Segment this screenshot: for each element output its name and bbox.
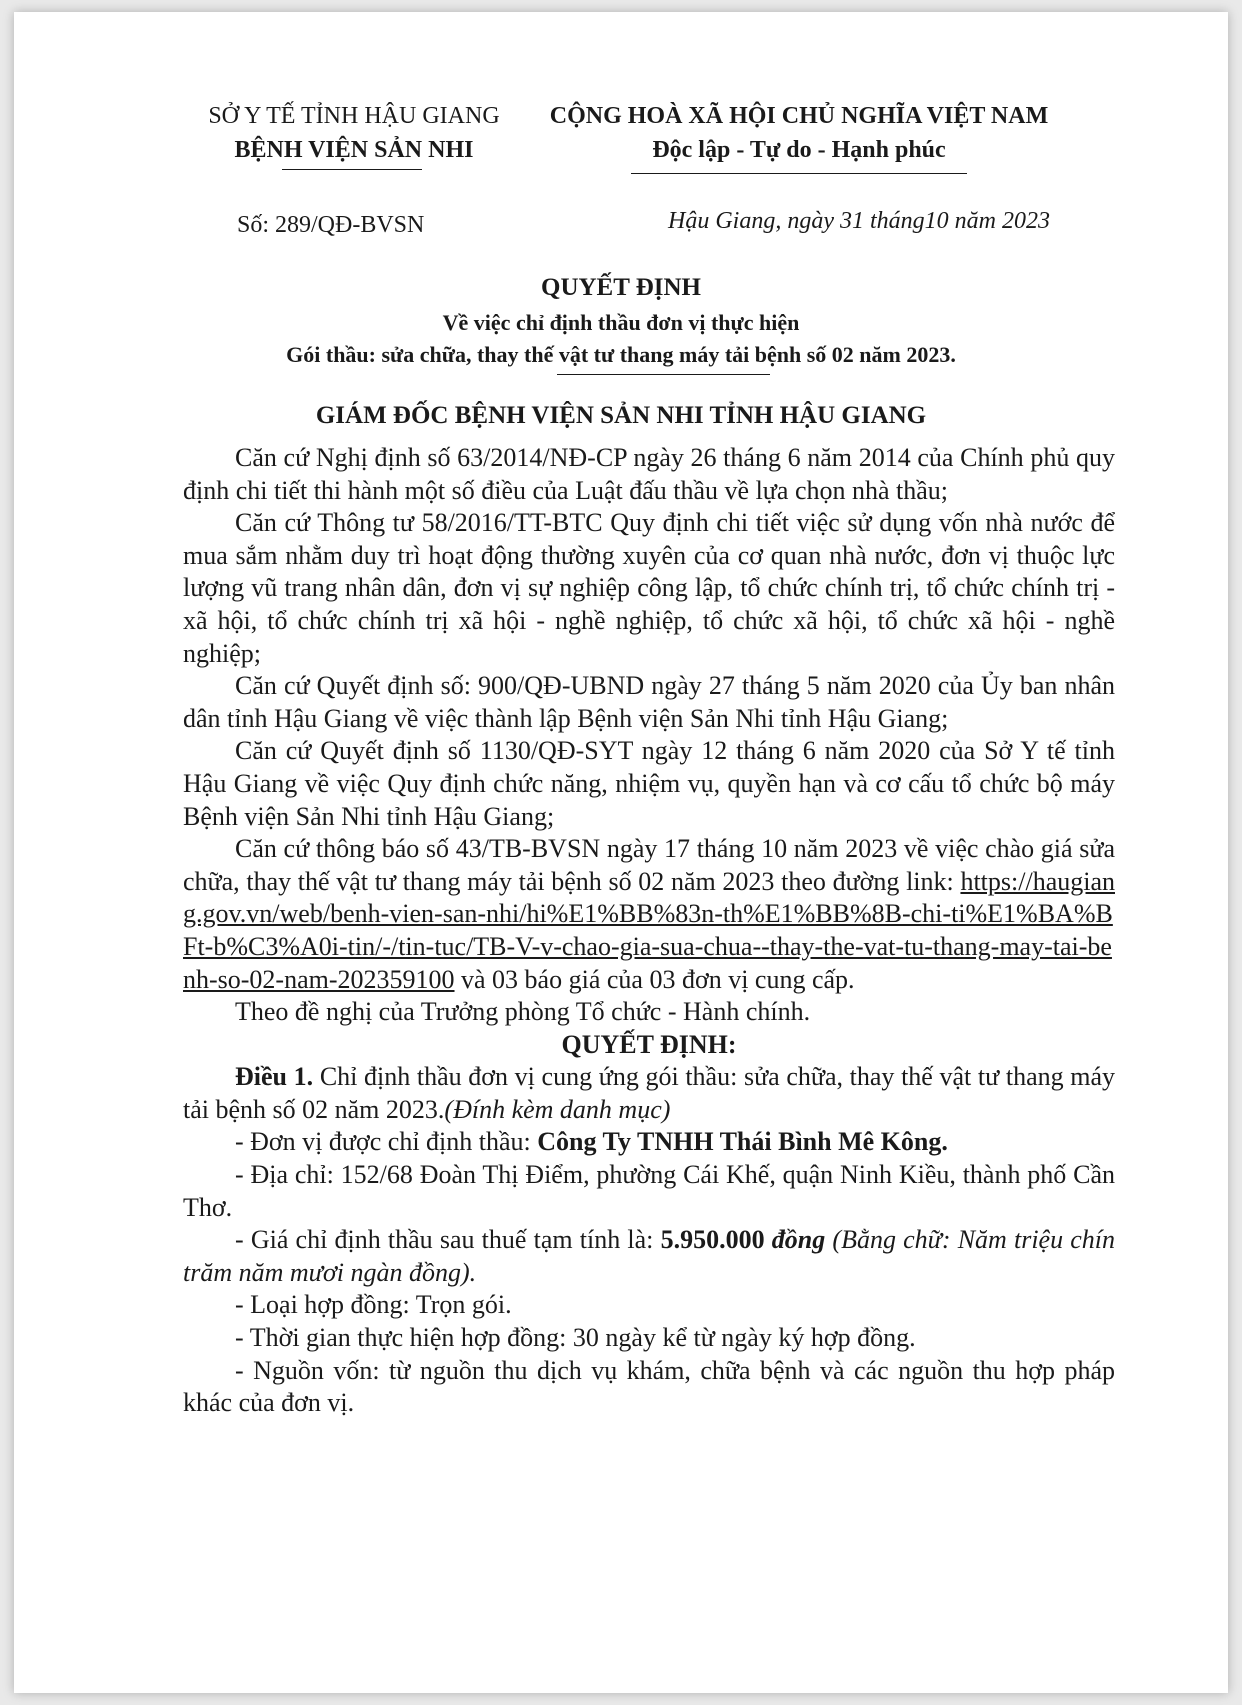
notice-text: Căn cứ thông báo số 43/TB-BVSN ngày 17 tháng 10 năm 2023 về việc chào giá sửa chữa, thay thế vật tư thang máy tải bệnh số 02 năm 2023 theo đường link: bbox=[183, 834, 1115, 896]
contractor-line bbox=[183, 1126, 1115, 1159]
article1-note: (Đính kèm danh mục) bbox=[444, 1094, 671, 1124]
agency-name bbox=[184, 99, 524, 167]
price-label: - Giá chỉ định thầu sau thuế tạm tính là: bbox=[235, 1225, 654, 1255]
address-line: - Địa chỉ: 152/68 Đoàn Thị Điểm, phường Cái Khế, quận Ninh Kiều, thành phố Cần Thơ. bbox=[183, 1160, 1115, 1222]
contractor-label: - Đơn vị được chỉ định thầu: bbox=[235, 1127, 531, 1157]
article1-text: Chỉ định thầu đơn vị cung ứng gói thầu: sửa chữa, thay thế vật tư thang máy tải bệnh số 02 năm 2023. bbox=[183, 1062, 1116, 1124]
price-value: 5.950.000 bbox=[660, 1225, 765, 1255]
issuing-authority: GIÁM ĐỐC BỆNH VIỆN SẢN NHI TỈNH HẬU GIANG bbox=[315, 402, 927, 429]
article1-paragraph bbox=[183, 1061, 1115, 1126]
document-title: QUYẾT ĐỊNH bbox=[541, 274, 701, 301]
notice-tail: và 03 báo giá của 03 đơn vị cung cấp. bbox=[461, 964, 855, 994]
funding-line: - Nguồn vốn: từ nguồn thu dịch vụ khám, chữa bệnh và các nguồn thu hợp pháp khác của đơn vị. bbox=[183, 1355, 1115, 1418]
notice-link[interactable]: https://haugiang.gov.vn/web/benh-vien-san-nhi/hi%E1%BB%83n-th%E1%BB%8B-chi-ti%E1%BA%BFt-b%C3%A0i-tin/-/tin-tuc/TB-V-v-chao-gia-sua-chua--thay-the-vat-tu-thang-may-tai-benh-so-02-nam-202359100 bbox=[183, 866, 1115, 994]
price-line bbox=[183, 1224, 1115, 1289]
header-left-underline bbox=[282, 169, 422, 170]
motto: Độc lập - Tự do - Hạnh phúc bbox=[652, 137, 946, 163]
article1-label: Điều 1. bbox=[235, 1062, 314, 1092]
notice-paragraph bbox=[183, 833, 1115, 996]
contractor-name: Công Ty TNHH Thái Bình Mê Kông. bbox=[537, 1127, 948, 1157]
department-name: SỞ Y TẾ TỈNH HẬU GIANG bbox=[208, 103, 500, 129]
decision-heading: QUYẾT ĐỊNH: bbox=[561, 1029, 737, 1059]
price-words: (Bằng chữ: Năm triệu chín trăm năm mươi ngàn đồng). bbox=[183, 1225, 1116, 1287]
duration-line: - Thời gian thực hiện hợp đồng: 30 ngày kể từ ngày ký hợp đồng. bbox=[235, 1323, 916, 1353]
hospital-name: BỆNH VIỆN SẢN NHI bbox=[234, 137, 474, 163]
basis-paragraph: Căn cứ Quyết định số 1130/QĐ-SYT ngày 12 tháng 6 năm 2020 của Sở Y tế tỉnh Hậu Giang về việc Quy định chức năng, nhiệm vụ, quyền hạn và cơ cấu tổ chức bộ máy Bệnh viện Sản Nhi tỉnh Hậu Giang; bbox=[183, 736, 1115, 831]
document-page bbox=[14, 12, 1228, 1693]
basis-paragraph: Căn cứ Quyết định số: 900/QĐ-UBND ngày 27 tháng 5 năm 2020 của Ủy ban nhân dân tỉnh Hậu Giang về việc thành lập Bệnh viện Sản Nhi tỉnh Hậu Giang; bbox=[183, 671, 1115, 733]
document-body bbox=[183, 442, 1115, 1420]
title-subject-line2: Gói thầu: sửa chữa, thay thế vật tư thang máy tải bệnh số 02 năm 2023. bbox=[286, 342, 956, 367]
basis-paragraph: Căn cứ Thông tư 58/2016/TT-BTC Quy định chi tiết việc sử dụng vốn nhà nước để mua sắm nhằm duy trì hoạt động thường xuyên của cơ quan nhà nước, đơn vị thuộc lực lượng vũ trang nhân dân, đơn vị sự nghiệp công lập, tổ chức chính trị, tổ chức chính trị - xã hội, tổ chức chính trị xã hội - nghề nghiệp, tổ chức xã hội, tổ chức xã hội - nghề nghiệp; bbox=[183, 508, 1115, 668]
price-unit: đồng bbox=[771, 1225, 826, 1255]
header-right-underline bbox=[631, 173, 967, 174]
proposal-paragraph: Theo đề nghị của Trưởng phòng Tổ chức - Hành chính. bbox=[235, 997, 811, 1027]
document-number: Số: 289/QĐ-BVSN bbox=[237, 212, 425, 238]
basis-paragraph: Căn cứ Nghị định số 63/2014/NĐ-CP ngày 26 tháng 6 năm 2014 của Chính phủ quy định chi tiết thi hành một số điều của Luật đấu thầu về lựa chọn nhà thầu; bbox=[183, 443, 1115, 505]
place-date: Hậu Giang, ngày 31 tháng10 năm 2023 bbox=[668, 208, 1050, 234]
title-underline bbox=[557, 374, 770, 375]
country-name: CỘNG HOÀ XÃ HỘI CHỦ NGHĨA VIỆT NAM bbox=[549, 103, 1049, 129]
contract-type-line: - Loại hợp đồng: Trọn gói. bbox=[235, 1290, 512, 1320]
national-motto bbox=[534, 99, 1064, 167]
title-subject-line1: Về việc chỉ định thầu đơn vị thực hiện bbox=[442, 310, 800, 335]
